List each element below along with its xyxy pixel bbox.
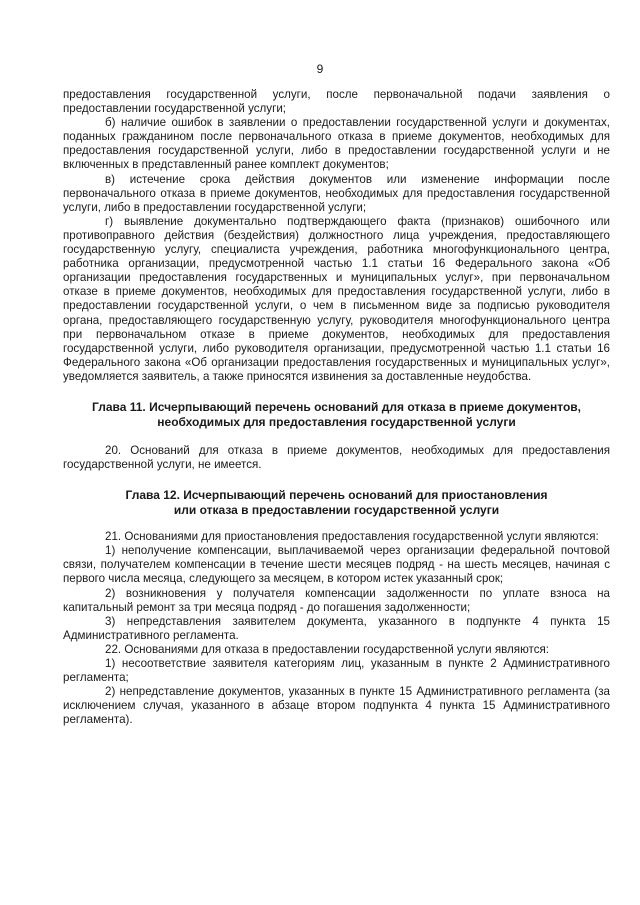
paragraph-item-v: в) истечение срока действия документов или изменение информации после первоначального отказа в приеме документов, необходимых для предоставления государственной услуги, либо в предоставлении государственной услуги; xyxy=(63,172,610,214)
chapter-12-heading-line1: Глава 12. Исчерпывающий перечень оснований для приостановления xyxy=(125,488,548,503)
chapter-12-heading xyxy=(63,488,610,518)
paragraph-item-b: б) наличие ошибок в заявлении о предоставлении государственной услуги и документах, поданных гражданином после первоначального отказа в приеме документов, необходимых для предоставления государственной услуги, либо в предоставлении государственной услуги и не включенных в представленный ранее комплект документов; xyxy=(63,116,610,172)
paragraph-22-item-2: 2) непредставление документов, указанных в пункте 15 Административного регламента (за исключением случая, указанного в абзаце втором подпункта 4 пункта 15 Административного регламента). xyxy=(63,685,610,727)
paragraph-22-item-1: 1) несоответствие заявителя категориям лиц, указанным в пункте 2 Административного регламента; xyxy=(63,657,610,685)
paragraph-item-g: г) выявление документально подтверждающего факта (признаков) ошибочного или противоправного действия (бездействия) должностного лица учреждения, предоставляющего государственную услугу, специалиста учреждения, работника многофункционального центра, работника организации, предусмотренной частью 1.1 статьи 16 Федерального закона «Об организации предоставления государственных и муниципальных услуг», при первоначальном отказе в приеме документов, необходимых для предоставления государственной услуги, либо в предоставлении государственной услуги, о чем в письменном виде за подписью руководителя органа, предоставляющего государственную услугу, руководителя многофункционального центра при первоначальном отказе в приеме документов, необходимых для предоставления государственной услуги, либо руководителя организации, предусмотренной частью 1.1 статьи 16 Федерального закона «Об организации предоставления государственных и муниципальных услуг», уведомляется заявитель, а также приносятся извинения за доставленные неудобства. xyxy=(63,214,610,383)
paragraph-20: 20. Оснований для отказа в приеме документов, необходимых для предоставления государственной услуги, не имеется. xyxy=(63,443,610,472)
paragraph-22: 22. Основаниями для отказа в предоставлении государственной услуги являются: xyxy=(105,642,549,656)
paragraph-21-item-1: 1) неполучение компенсации, выплачиваемой через организации федеральной почтовой связи, получателем компенсации в течение шести месяцев подряд - на шесть месяцев, начиная с первого числа месяца, следующего за месяцем, в котором истек указанный срок; xyxy=(63,544,610,586)
paragraph-21-item-3: 3) непредставления заявителем документа, указанного в подпункте 4 пункта 15 Административного регламента. xyxy=(63,614,610,642)
paragraph-21-item-2: 2) возникновения у получателя компенсации задолженности по уплате взноса на капитальный ремонт за три месяца подряд - до погашения задолженности; xyxy=(63,586,610,614)
document-body xyxy=(63,88,610,727)
page-number: 9 xyxy=(316,62,324,76)
chapter-11-heading-line1: Глава 11. Исчерпывающий перечень оснований для отказа в приеме документов, xyxy=(92,399,581,414)
paragraph-21: 21. Основаниями для приостановления предоставления государственной услуги являются: xyxy=(105,530,599,544)
chapter-11-heading-line2: необходимых для предоставления государственной услуги xyxy=(157,414,516,429)
chapter-12-heading-line2: или отказа в предоставлении государственной услуги xyxy=(173,503,500,518)
paragraph-continuation: предоставления государственной услуги, после первоначальной подачи заявления о предоставлении государственной услуги; xyxy=(63,88,610,116)
chapter-11-heading xyxy=(63,400,610,430)
